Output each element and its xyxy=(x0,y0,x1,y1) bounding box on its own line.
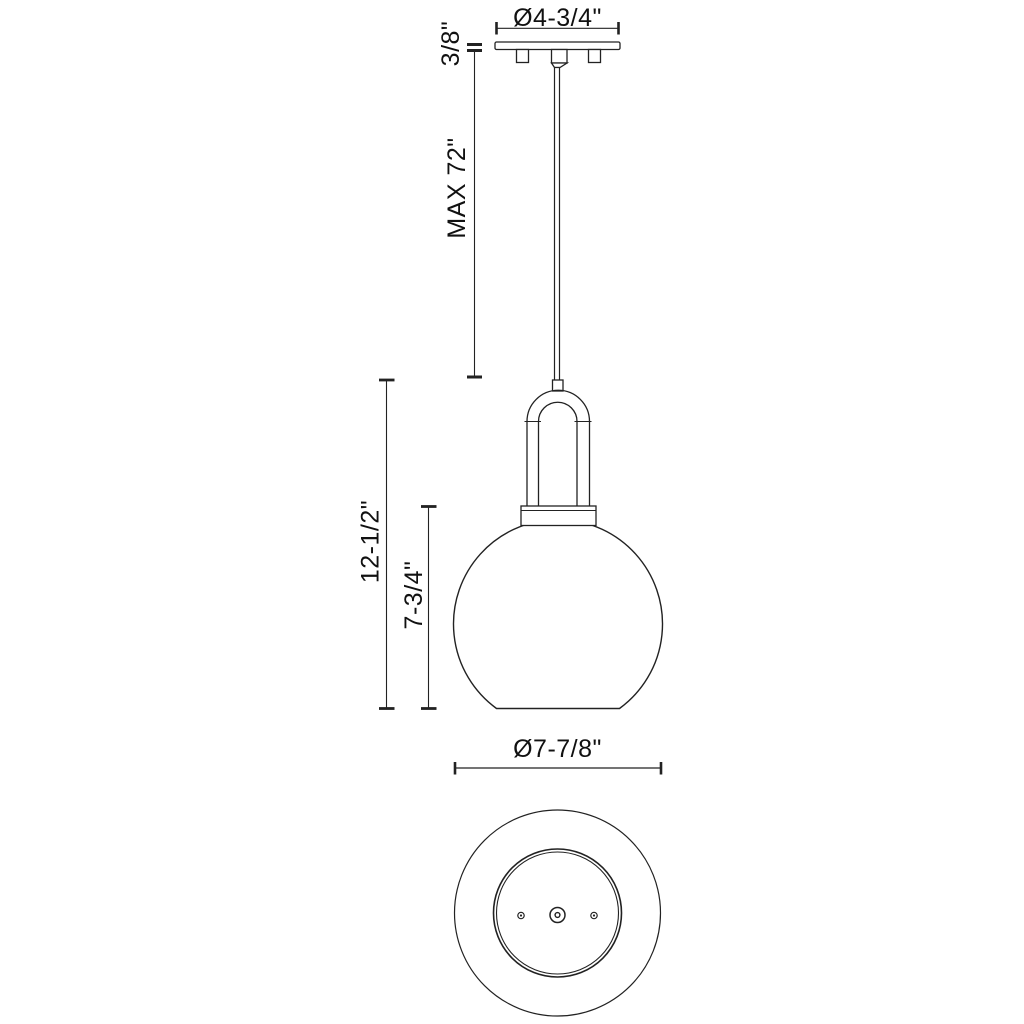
socket-cap-body xyxy=(521,506,596,526)
screw-hole-right-dot xyxy=(593,914,595,916)
canopy-screw-left xyxy=(517,50,529,63)
shade-diameter-label: Ø7-7/8" xyxy=(513,735,602,763)
screw-hole-left xyxy=(518,912,524,918)
screw-hole-right xyxy=(591,912,597,918)
shade-diameter-dimension xyxy=(455,762,661,775)
canopy-plate xyxy=(495,42,620,50)
canopy-height-label: 3/8" xyxy=(437,20,465,67)
canopy-height-dimension xyxy=(467,45,482,51)
loop-connector xyxy=(553,380,564,391)
canopy xyxy=(495,42,620,68)
globe-shade xyxy=(453,520,662,709)
suspension-cord xyxy=(555,68,560,381)
overall-height-label: 12-1/2" xyxy=(356,499,385,584)
center-socket-ring xyxy=(550,908,565,923)
bottom-plan-view xyxy=(455,762,662,1016)
loop-handle-outer xyxy=(527,390,590,506)
canopy-stem xyxy=(552,50,568,64)
shade-height-label: 7-3/4" xyxy=(400,560,428,630)
loop-handle-inner xyxy=(539,402,578,506)
canopy-diameter-label: Ø4-3/4" xyxy=(513,4,602,32)
screw-hole-left-dot xyxy=(520,914,522,916)
cord-max-label: MAX 72" xyxy=(443,137,471,239)
center-socket-dot xyxy=(555,913,560,918)
loop-handle xyxy=(525,380,592,506)
canopy-stem-taper xyxy=(552,63,568,68)
canopy-screw-right xyxy=(589,50,601,63)
socket-cap xyxy=(521,506,596,526)
